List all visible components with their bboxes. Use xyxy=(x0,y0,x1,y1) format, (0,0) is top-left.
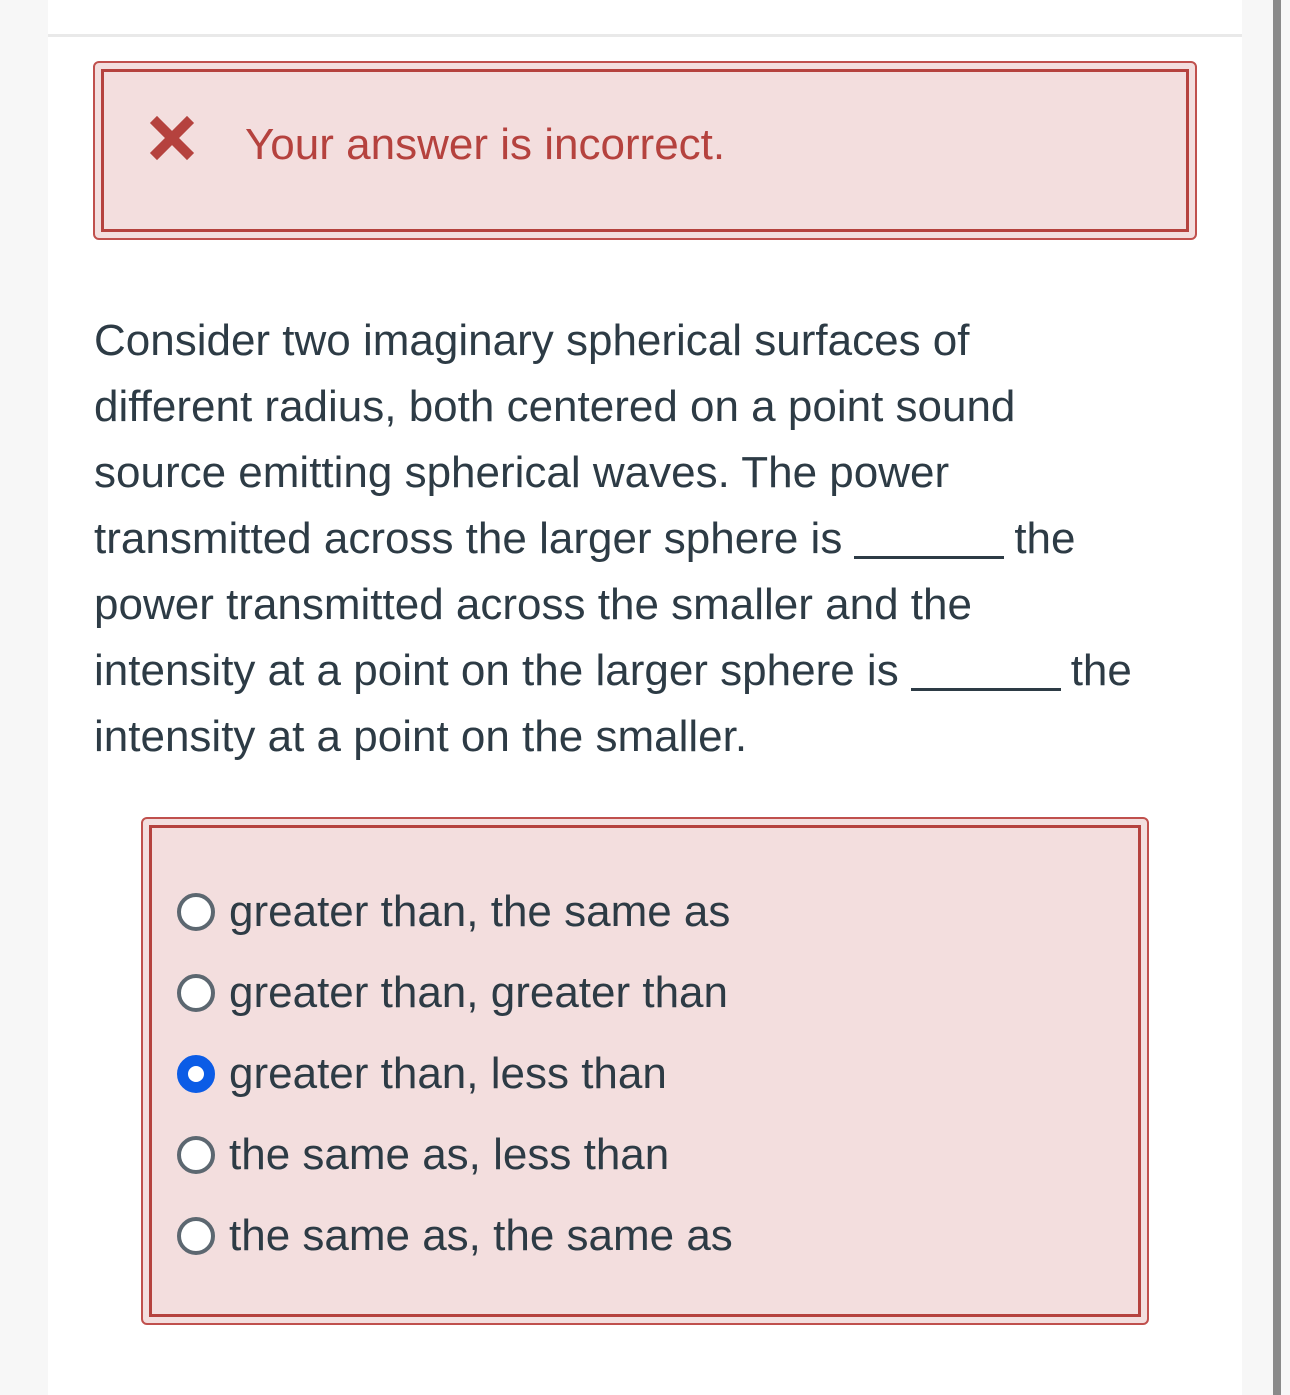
feedback-banner xyxy=(93,61,1197,240)
answer-option-label: greater than, greater than xyxy=(229,968,728,1017)
question-line: Consider two imaginary spherical surfaces of xyxy=(94,316,970,365)
question-segment: intensity at a point on the larger sphere is xyxy=(94,646,899,695)
question-segment: the xyxy=(1014,514,1076,563)
question-line xyxy=(94,506,1204,572)
answer-option-label: greater than, less than xyxy=(229,1049,667,1098)
question-line: different radius, both centered on a point sound xyxy=(94,382,1016,431)
question-line: intensity at a point on the smaller. xyxy=(94,712,748,761)
answer-option-label: the same as, the same as xyxy=(229,1211,733,1260)
answer-blank xyxy=(854,516,1004,559)
radio-button-selected[interactable] xyxy=(177,1055,215,1093)
top-divider xyxy=(48,34,1242,37)
question-segment: transmitted across the larger sphere is xyxy=(94,514,843,563)
close-icon xyxy=(149,115,195,161)
answer-option[interactable] xyxy=(177,882,730,942)
answer-option-label: greater than, the same as xyxy=(229,887,731,936)
radio-button[interactable] xyxy=(177,893,215,931)
answer-option[interactable] xyxy=(177,1206,733,1266)
answer-blank xyxy=(911,648,1061,691)
question-line xyxy=(94,638,1204,704)
feedback-message: Your answer is incorrect. xyxy=(245,120,726,169)
answer-option-label: the same as, less than xyxy=(229,1130,670,1179)
question-line: source emitting spherical waves. The power xyxy=(94,448,950,497)
question-text xyxy=(94,308,1204,770)
answer-option[interactable] xyxy=(177,1125,669,1185)
answer-option[interactable] xyxy=(177,963,728,1023)
radio-button[interactable] xyxy=(177,1136,215,1174)
question-line: power transmitted across the smaller and the xyxy=(94,580,972,629)
answer-choices-box xyxy=(141,817,1149,1325)
answer-option-selected[interactable] xyxy=(177,1044,667,1104)
question-segment: the xyxy=(1070,646,1132,695)
scrollbar[interactable] xyxy=(1273,0,1281,1395)
radio-button[interactable] xyxy=(177,1217,215,1255)
radio-button[interactable] xyxy=(177,974,215,1012)
